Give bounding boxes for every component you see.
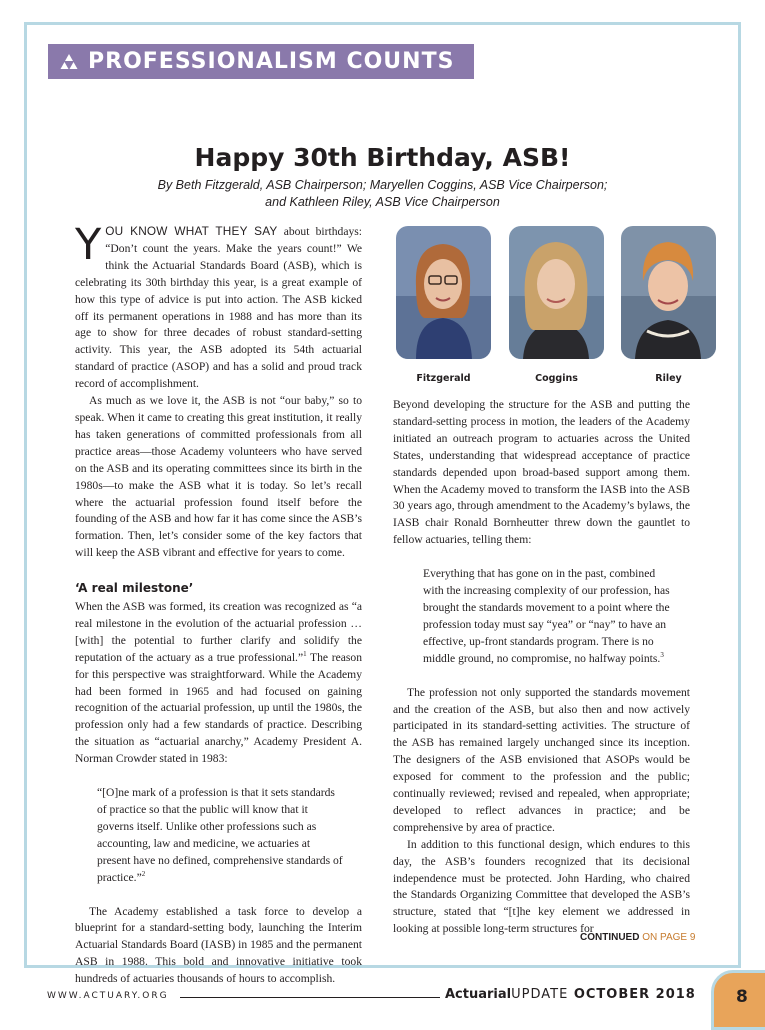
paragraph-4: The Academy established a task force to develop a blueprint for a standard-setting body, launching the Interim Actuarial Standards Board (IASB) in 1985 and the permanent ASB in 1988. This bold and innovative initiative took hundreds of actuaries thousands of hours to accomplish. [75,904,362,986]
continued-label: CONTINUED [580,932,640,943]
author-photos [393,226,723,386]
quote-crowder-text: “[O]ne mark of a profession is that it sets standards of practice so that the public will know that it governs itself. Unlike other professions such as accounting, law and medicine, we actuaries at present have no defined, comprehensive standards of practice.” [97,786,343,884]
paragraph-3-b: The reason for this perspective was straightforward. While the Academy had been formed in 1965 and had focused on gaining recognition of the actuarial profession, up until the 1980s, the profession only had a few standards of practice. Describing the situation as “actuarial anarchy,” Academy President A. Norman Crowder stated in 1983: [75,650,362,766]
caption-riley: Riley [655,373,682,384]
continued-link[interactable] [580,932,695,943]
lead-caps: OU KNOW WHAT THEY SAY [105,224,278,238]
footer-website-link[interactable]: WWW.ACTUARY.ORG [47,991,169,1001]
caption-fitzgerald: Fitzgerald [416,373,471,384]
page-number-tab [711,970,765,1030]
left-column [75,220,362,988]
right-column [393,397,690,938]
blockquote-crowder [97,785,346,886]
photo-fitzgerald [396,226,491,359]
quote-bornheutter-text: Everything that has gone on in the past, combined with the increasing complexity of our profession, has brought the standards movement to a point where the profession today must say “yea” or “nay” to have an effective, up-front standards program. There is no middle ground, no compromise, no halfway points. [423,567,670,665]
page-number: 8 [736,987,748,1007]
paragraph-2: As much as we love it, the ASB is not “our baby,” so to speak. When it came to creating this great institution, it really has taken generations of committed professionals from all practice areas—those Academy volunteers who have served on the ASB and its operating committees since its birth in the 1980s—to make the ASB what it is today. So let’s recall where the actuarial profession found itself before the founding of the ASB and how far it has come since the ASB’s formation. Then, let’s consider some of the key factors that will keep the ASB vibrant and effective for years to come. [75,394,362,560]
publication-name-light: UPDATE [511,987,569,1002]
paragraph-intro-text: about birthdays: “Don’t count the years. Make the years count!” We think the Actuarial Standards Board (ASB), which is celebrating its 30th birthday this year, is a great example of how this type of advice is put into action. The ASB kicked off its permanent operations in 1988 and has more than its age to show for three decades of robust standard-setting activity. This year, the ASB adopted its 54th actuarial standard of practice (ASOP) and has a solid and proud track record of accomplishment. [75,225,362,391]
byline-line-1: By Beth Fitzgerald, ASB Chairperson; Maryellen Coggins, ASB Vice Chairperson; [157,178,608,192]
paragraph-intro [75,220,362,393]
publication-date: OCTOBER 2018 [568,987,696,1002]
footnote-1: 1 [303,649,307,658]
dropcap: Y [75,220,102,270]
footer-publication [445,987,696,1002]
footer-divider [180,997,440,998]
photo-coggins [509,226,604,359]
photo-riley [621,226,716,359]
continued-page: ON PAGE 9 [639,932,696,943]
article-byline [0,177,765,211]
subhead-real-milestone: ‘A real milestone’ [75,581,194,596]
byline-line-2: and Kathleen Riley, ASB Vice Chairperson [265,195,500,209]
article-title: Happy 30th Birthday, ASB! [194,143,571,172]
footnote-2: 2 [141,869,146,878]
paragraph-5: Beyond developing the structure for the ASB and putting the standard-setting process in motion, the leaders of the Academy initiated an outreach program to actuaries across the United States, understanding that widespread acceptance of practice standards depended upon broad-based support among them. When the Academy moved to transform the IASB into the ASB 30 years ago, through amendment to the Academy’s bylaws, the IASB chair Ronald Bornheutter threw down the gauntlet to fellow actuaries, telling them: [393,398,690,547]
paragraph-6: The profession not only supported the standards movement and the creation of the ASB, but also then and now actively participated in its standard-setting activities. The structure of the ASB has remained largely unchanged since its inception. The designers of the ASB envisioned that ASOPs would be exposed for comment to the profession and the public; continually reviewed; revised and repealed, when appropriate; developed to reflect advances in practice; and be comprehensive by area of practice. [393,685,690,834]
paragraph-3 [75,599,362,768]
caption-coggins: Coggins [535,373,578,384]
section-banner [48,44,474,79]
blockquote-bornheutter [423,566,674,667]
triangle-logo-icon [60,54,78,70]
footnote-3: 3 [660,650,664,659]
paragraph-7: In addition to this functional design, which endures to this day, the ASB’s founders recognized that its decisional independence must be protected. John Harding, who chaired the Standards Organizing Committee that developed the ASB’s structure, stated that “[t]he key element we addressed in looking at possible long-term structures for [393,837,690,936]
section-label: PROFESSIONALISM COUNTS [88,49,455,74]
paragraph-3-a: When the ASB was formed, its creation was recognized as “a real milestone in the evolution of the actuarial profession … [with] the potential to further clarify and solidify the reputation of the actuary as a true professional.” [75,600,362,664]
publication-name-bold: Actuarial [445,987,512,1002]
